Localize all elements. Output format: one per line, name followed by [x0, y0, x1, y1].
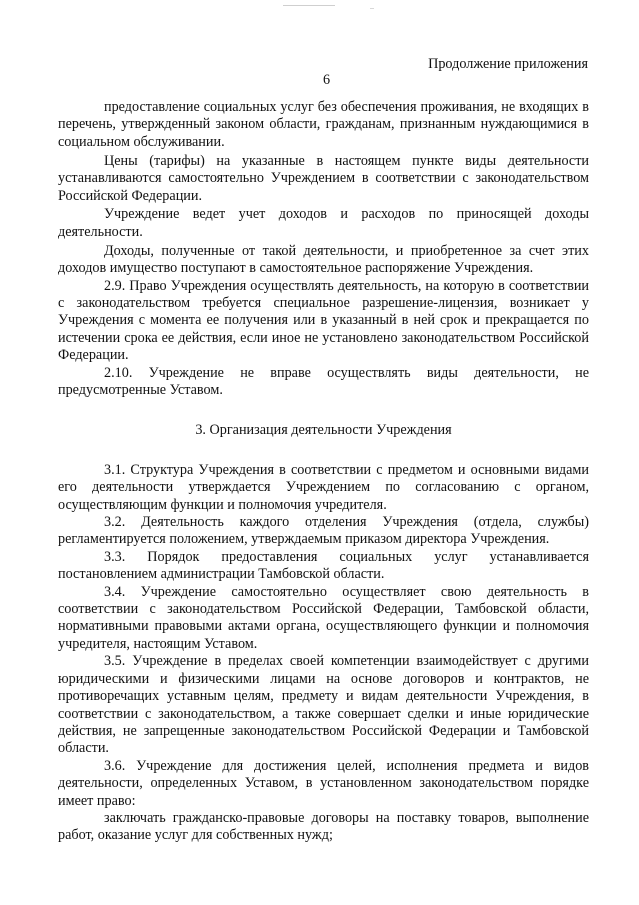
paragraph: предоставление социальных услуг без обеспечения проживания, не входящих в перечень, утвержденный законом области, гражданам, признанным нуждающимися в социальном обслуживании. — [58, 99, 589, 150]
scan-artifact — [283, 5, 335, 6]
paragraph: Доходы, полученные от такой деятельности, и приобретенное за счет этих доходов имущество поступают в самостоятельное распоряжение Учреждения. — [58, 242, 589, 277]
paragraph: 3.6. Учреждение для достижения целей, исполнения предмета и видов деятельности, определенных Уставом, в установленном законодательством порядке имеет право: — [58, 757, 589, 809]
continuation-label: Продолжение приложения — [428, 56, 588, 72]
paragraph: Цены (тарифы) на указанные в настоящем пункте виды деятельности устанавливаются самостоятельно Учреждением в соответствии с законодательством Российской Федерации. — [58, 152, 589, 204]
paragraph: 3.5. Учреждение в пределах своей компетенции взаимодействует с другими юридическими и физическими лицами на основе договоров и контрактов, не противоречащих уставным целям, предмету и видам деятельности Учреждения, в соответствии с законодательством, а также совершает сделки и иные юридические действия, не запрещенные законодательством Российской Федерации и Тамбовской области. — [58, 653, 589, 757]
paragraph: 3.1. Структура Учреждения в соответствии с предметом и основными видами его деятельности утверждается Учреждением по согласованию с органом, осуществляющим функции и полномочия учредителя. — [58, 461, 589, 513]
page-number: 6 — [322, 72, 331, 88]
paragraph: 2.10. Учреждение не вправе осуществлять виды деятельности, не предусмотренные Уставом. — [58, 364, 589, 398]
scan-artifact — [370, 8, 374, 9]
paragraph: 3.2. Деятельность каждого отделения Учреждения (отдела, службы) регламентируется положением, утверждаемым приказом директора Учреждения. — [58, 514, 589, 548]
paragraph: Учреждение ведет учет доходов и расходов по приносящей доходы деятельности. — [58, 206, 589, 240]
section-heading: 3. Организация деятельности Учреждения — [195, 422, 452, 439]
document-body — [58, 99, 589, 845]
paragraph: 3.3. Порядок предоставления социальных услуг устанавливается постановлением администрации Тамбовской области. — [58, 548, 589, 583]
paragraph: 2.9. Право Учреждения осуществлять деятельность, на которую в соответствии с законодательством требуется специальное разрешение-лицензия, возникает у Учреждения с момента ее получения или в указанный в ней срок и прекращается по истечении срока ее действия, если иное не установлено законодательством Российской Федерации. — [58, 277, 589, 364]
paragraph: 3.4. Учреждение самостоятельно осуществляет свою деятельность в соответствии с законодательством Российской Федерации, Тамбовской области, нормативными правовыми актами органа, осуществляющего функции и полномочия учредителя, настоящим Уставом. — [58, 583, 589, 652]
paragraph: заключать гражданско-правовые договоры на поставку товаров, выполнение работ, оказание услуг для собственных нужд; — [58, 809, 589, 844]
